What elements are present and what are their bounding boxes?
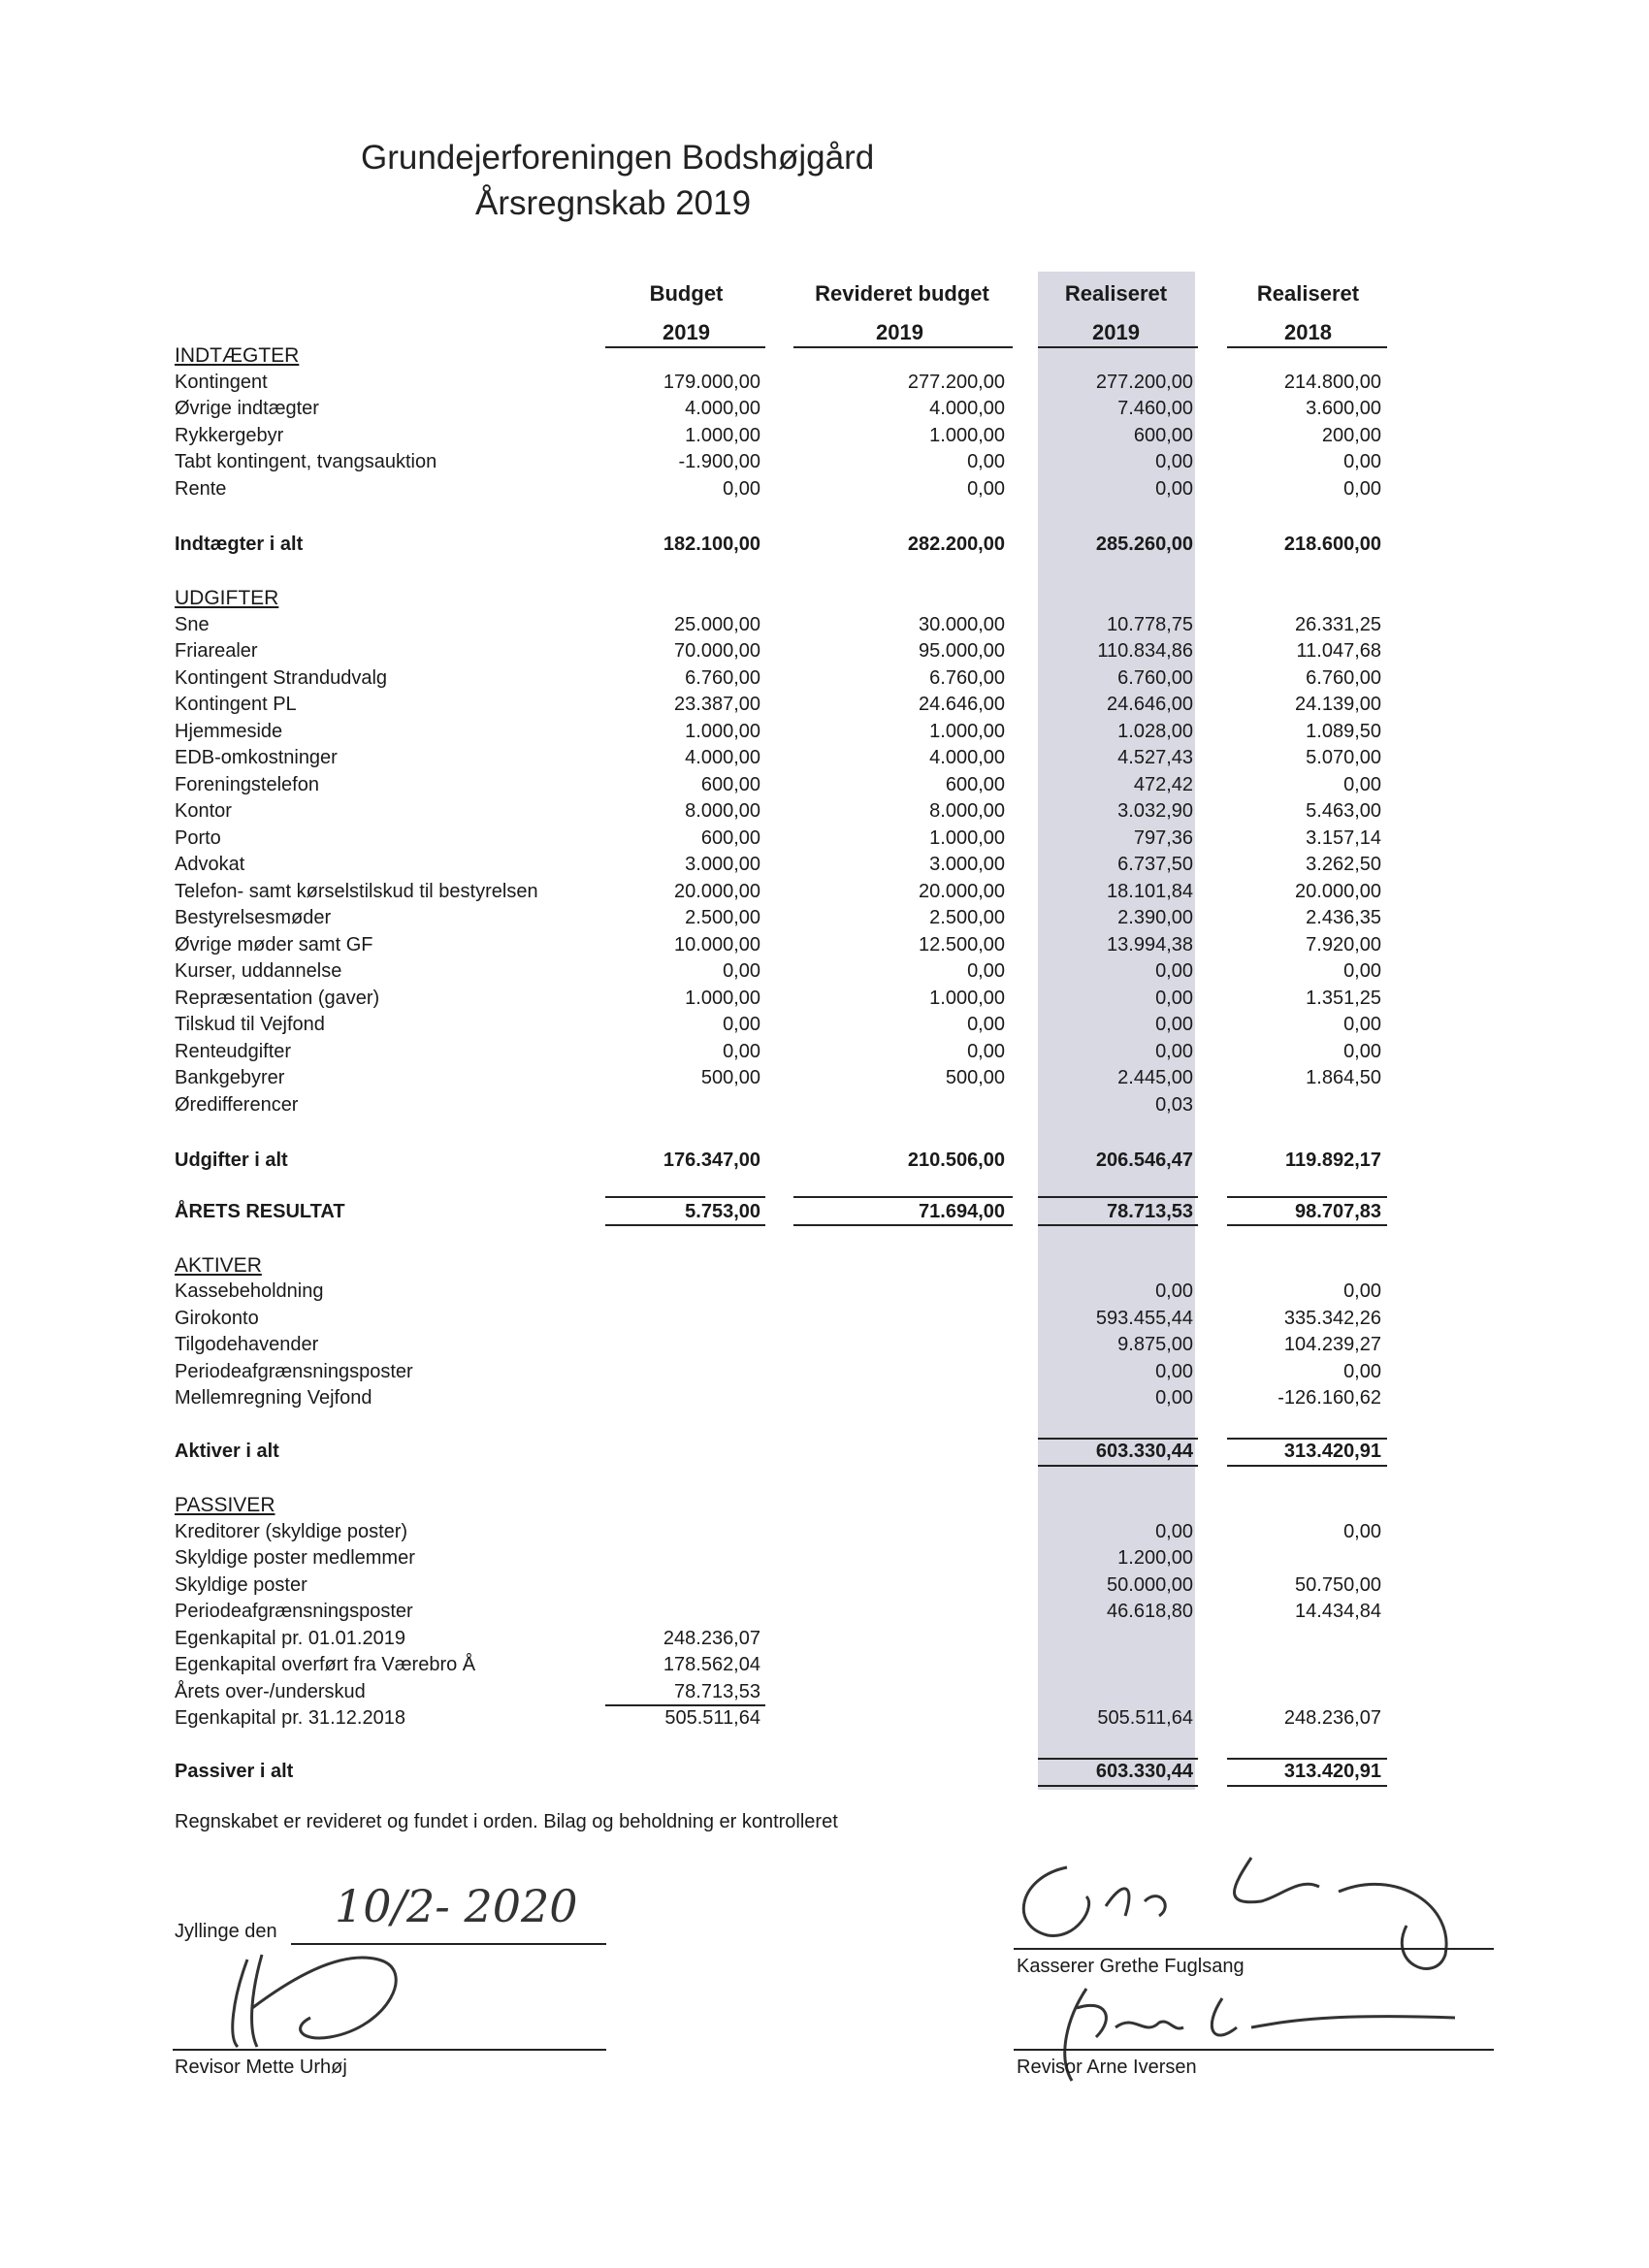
row-value: 2.445,00 bbox=[1117, 1067, 1193, 1088]
table-row bbox=[0, 1387, 1649, 1413]
row-value: 206.546,47 bbox=[1095, 1150, 1193, 1171]
table-row bbox=[0, 451, 1649, 477]
row-value: 277.200,00 bbox=[1095, 372, 1193, 393]
row-value: 1.028,00 bbox=[1117, 721, 1193, 742]
row-label: EDB-omkostninger bbox=[175, 747, 338, 768]
table-row bbox=[0, 1547, 1649, 1573]
row-value: 119.892,17 bbox=[1285, 1150, 1381, 1171]
row-value: 6.737,50 bbox=[1117, 854, 1193, 875]
row-value: 18.101,84 bbox=[1107, 881, 1193, 902]
row-value: 0,00 bbox=[1343, 1361, 1381, 1382]
row-label: Bankgebyrer bbox=[175, 1067, 285, 1088]
row-value: 218.600,00 bbox=[1283, 534, 1381, 555]
row-value: 1.000,00 bbox=[685, 988, 760, 1009]
row-label: Tilgodehavender bbox=[175, 1334, 319, 1355]
row-label: Rente bbox=[175, 478, 227, 500]
row-value: -1.900,00 bbox=[678, 451, 760, 472]
row-value: 0,00 bbox=[1155, 1387, 1193, 1409]
row-label: Friarealer bbox=[175, 640, 258, 662]
table-row bbox=[0, 800, 1649, 826]
row-label: Kurser, uddannelse bbox=[175, 960, 342, 982]
row-value: 1.000,00 bbox=[929, 425, 1005, 446]
row-value: 0,00 bbox=[1155, 988, 1193, 1009]
row-value: 1.000,00 bbox=[685, 721, 760, 742]
table-row bbox=[0, 988, 1649, 1014]
table-row bbox=[0, 1308, 1649, 1334]
table-row bbox=[0, 614, 1649, 640]
row-value: 176.347,00 bbox=[663, 1150, 760, 1171]
row-value: 0,00 bbox=[1155, 1361, 1193, 1382]
table-row bbox=[0, 694, 1649, 720]
section-heading bbox=[0, 1494, 1649, 1520]
row-value: 313.420,91 bbox=[1283, 1761, 1381, 1782]
section-heading bbox=[0, 587, 1649, 613]
row-value: 277.200,00 bbox=[907, 372, 1005, 393]
table-row bbox=[0, 1094, 1649, 1120]
revisor-left-signature bbox=[194, 1940, 446, 2057]
col-real2019-year: 2019 bbox=[1092, 320, 1140, 344]
row-value: 10.000,00 bbox=[674, 934, 760, 956]
row-value: 13.994,38 bbox=[1107, 934, 1193, 956]
row-value: 500,00 bbox=[700, 1067, 760, 1088]
row-value: 1.351,25 bbox=[1306, 988, 1381, 1009]
row-value: 1.000,00 bbox=[685, 425, 760, 446]
row-value: 214.800,00 bbox=[1283, 372, 1381, 393]
row-value: 24.139,00 bbox=[1295, 694, 1381, 715]
report-subtitle: Årsregnskab 2019 bbox=[475, 184, 752, 222]
table-row bbox=[0, 1361, 1649, 1387]
row-value: 0,00 bbox=[967, 1014, 1005, 1035]
table-row bbox=[0, 425, 1649, 451]
row-value: 4.000,00 bbox=[929, 398, 1005, 419]
total-row bbox=[0, 1761, 1649, 1787]
row-value: 0,00 bbox=[1343, 451, 1381, 472]
table-row bbox=[0, 907, 1649, 933]
row-value: 603.330,44 bbox=[1095, 1761, 1193, 1782]
row-label: Kontingent bbox=[175, 372, 268, 393]
total-rule bbox=[1227, 1785, 1387, 1787]
row-value: 797,36 bbox=[1133, 827, 1193, 849]
row-label: Mellemregning Vejfond bbox=[175, 1387, 372, 1409]
row-value: 0,00 bbox=[1155, 1521, 1193, 1542]
row-value: 4.527,43 bbox=[1117, 747, 1193, 768]
total-rule bbox=[605, 1196, 765, 1198]
revisor-right-line bbox=[1014, 2049, 1494, 2051]
row-value: 3.032,90 bbox=[1117, 800, 1193, 822]
section-heading bbox=[0, 1254, 1649, 1280]
table-row bbox=[0, 1067, 1649, 1093]
row-value: 7.460,00 bbox=[1117, 398, 1193, 419]
row-value: 20.000,00 bbox=[674, 881, 760, 902]
row-value: 4.000,00 bbox=[685, 398, 760, 419]
row-value: 1.864,50 bbox=[1306, 1067, 1381, 1088]
row-value: 104.239,27 bbox=[1283, 1334, 1381, 1355]
total-rule bbox=[1038, 1465, 1198, 1467]
row-value: 78.713,53 bbox=[1107, 1201, 1193, 1222]
total-rule bbox=[605, 1224, 765, 1226]
row-value: 0,00 bbox=[723, 1041, 760, 1062]
total-rule bbox=[1038, 1224, 1198, 1226]
row-label: Periodeafgrænsningsposter bbox=[175, 1601, 413, 1622]
row-label: AKTIVER bbox=[175, 1254, 262, 1277]
revisor-left-line bbox=[173, 2049, 606, 2051]
row-value: 0,00 bbox=[1343, 1521, 1381, 1542]
row-value: 1.000,00 bbox=[929, 827, 1005, 849]
row-value: 0,00 bbox=[967, 960, 1005, 982]
row-value: 4.000,00 bbox=[929, 747, 1005, 768]
row-value: 7.920,00 bbox=[1306, 934, 1381, 956]
row-value: 6.760,00 bbox=[929, 667, 1005, 689]
row-value: 98.707,83 bbox=[1295, 1201, 1381, 1222]
row-label: Egenkapital overført fra Værebro Å bbox=[175, 1654, 476, 1675]
row-value: 70.000,00 bbox=[674, 640, 760, 662]
row-label: Advokat bbox=[175, 854, 245, 875]
row-label: Foreningstelefon bbox=[175, 774, 319, 795]
row-value: 505.511,64 bbox=[1097, 1707, 1193, 1729]
row-value: 0,00 bbox=[1343, 960, 1381, 982]
row-value: 25.000,00 bbox=[674, 614, 760, 635]
col-budget-label: Budget bbox=[649, 281, 724, 306]
total-rule bbox=[1038, 1438, 1198, 1440]
row-label: Kassebeholdning bbox=[175, 1280, 324, 1302]
row-value: 0,00 bbox=[1155, 1280, 1193, 1302]
row-value: 3.262,50 bbox=[1306, 854, 1381, 875]
col-revised-label: Revideret budget bbox=[815, 281, 989, 306]
row-value: 603.330,44 bbox=[1095, 1441, 1193, 1462]
row-value: 23.387,00 bbox=[674, 694, 760, 715]
total-rule bbox=[1227, 1758, 1387, 1760]
total-rule bbox=[1227, 1224, 1387, 1226]
row-value: 0,00 bbox=[1155, 478, 1193, 500]
table-row bbox=[0, 881, 1649, 907]
row-label: Repræsentation (gaver) bbox=[175, 988, 380, 1009]
row-value: -126.160,62 bbox=[1277, 1387, 1381, 1409]
total-rule bbox=[1227, 1465, 1387, 1467]
row-value: 2.500,00 bbox=[685, 907, 760, 928]
row-value: 0,00 bbox=[967, 1041, 1005, 1062]
row-label: Egenkapital pr. 31.12.2018 bbox=[175, 1707, 405, 1729]
row-value: 182.100,00 bbox=[663, 534, 760, 555]
audit-note: Regnskabet er revideret og fundet i orden. Bilag og beholdning er kontrolleret bbox=[175, 1811, 838, 1832]
total-row bbox=[0, 1201, 1649, 1227]
row-value: 500,00 bbox=[945, 1067, 1005, 1088]
row-label: Kontor bbox=[175, 800, 232, 822]
total-rule bbox=[1038, 1758, 1198, 1760]
row-value: 5.070,00 bbox=[1306, 747, 1381, 768]
row-value: 8.000,00 bbox=[929, 800, 1005, 822]
table-row bbox=[0, 1521, 1649, 1547]
row-label: Skyldige poster bbox=[175, 1574, 307, 1596]
row-value: 0,00 bbox=[967, 478, 1005, 500]
table-row bbox=[0, 1707, 1649, 1733]
table-row bbox=[0, 667, 1649, 694]
row-label: ÅRETS RESULTAT bbox=[175, 1201, 345, 1222]
col-real2018-year: 2018 bbox=[1284, 320, 1332, 344]
row-label: Sne bbox=[175, 614, 210, 635]
row-label: Kreditorer (skyldige poster) bbox=[175, 1521, 408, 1542]
total-row bbox=[0, 1441, 1649, 1467]
row-label: UDGIFTER bbox=[175, 587, 279, 609]
row-value: 6.760,00 bbox=[685, 667, 760, 689]
row-value: 11.047,68 bbox=[1296, 640, 1381, 662]
row-label: INDTÆGTER bbox=[175, 344, 300, 367]
table-row bbox=[0, 960, 1649, 987]
row-value: 71.694,00 bbox=[919, 1201, 1005, 1222]
row-value: 210.506,00 bbox=[907, 1150, 1005, 1171]
row-value: 313.420,91 bbox=[1283, 1441, 1381, 1462]
row-label: Renteudgifter bbox=[175, 1041, 292, 1062]
table-row bbox=[0, 1280, 1649, 1307]
row-label: Tabt kontingent, tvangsauktion bbox=[175, 451, 437, 472]
row-value: 0,00 bbox=[1343, 478, 1381, 500]
row-label: Aktiver i alt bbox=[175, 1441, 279, 1462]
kasserer-name: Kasserer Grethe Fuglsang bbox=[1017, 1956, 1245, 1977]
total-rule bbox=[1227, 1196, 1387, 1198]
total-rule bbox=[1038, 1785, 1198, 1787]
row-value: 178.562,04 bbox=[663, 1654, 760, 1675]
table-row bbox=[0, 1601, 1649, 1627]
row-value: 0,00 bbox=[723, 478, 760, 500]
row-value: 20.000,00 bbox=[919, 881, 1005, 902]
table-row bbox=[0, 747, 1649, 773]
total-rule bbox=[605, 1704, 765, 1706]
kasserer-line bbox=[1014, 1948, 1494, 1950]
row-value: 1.000,00 bbox=[929, 721, 1005, 742]
table-row bbox=[0, 478, 1649, 504]
row-value: 20.000,00 bbox=[1295, 881, 1381, 902]
row-value: 4.000,00 bbox=[685, 747, 760, 768]
table-row bbox=[0, 640, 1649, 666]
row-label: Tilskud til Vejfond bbox=[175, 1014, 325, 1035]
row-value: 600,00 bbox=[1133, 425, 1193, 446]
section-heading bbox=[0, 344, 1649, 371]
row-value: 179.000,00 bbox=[663, 372, 760, 393]
org-title: Grundejerforeningen Bodshøjgård bbox=[361, 139, 875, 177]
row-label: Girokonto bbox=[175, 1308, 259, 1329]
row-value: 46.618,80 bbox=[1107, 1601, 1193, 1622]
row-value: 0,03 bbox=[1155, 1094, 1193, 1116]
row-value: 505.511,64 bbox=[664, 1707, 760, 1729]
row-label: Årets over-/underskud bbox=[175, 1681, 366, 1702]
row-label: Egenkapital pr. 01.01.2019 bbox=[175, 1628, 405, 1649]
total-rule bbox=[1227, 1438, 1387, 1440]
row-value: 50.000,00 bbox=[1107, 1574, 1193, 1596]
row-value: 110.834,86 bbox=[1097, 640, 1193, 662]
row-value: 5.463,00 bbox=[1306, 800, 1381, 822]
total-rule bbox=[1038, 1196, 1198, 1198]
row-value: 0,00 bbox=[1343, 1280, 1381, 1302]
row-value: 0,00 bbox=[1155, 1041, 1193, 1062]
row-value: 3.600,00 bbox=[1306, 398, 1381, 419]
row-value: 248.236,07 bbox=[663, 1628, 760, 1649]
row-value: 285.260,00 bbox=[1095, 534, 1193, 555]
row-label: Telefon- samt kørselstilskud til bestyrelsen bbox=[175, 881, 538, 902]
row-value: 248.236,07 bbox=[1283, 1707, 1381, 1729]
total-row bbox=[0, 1150, 1649, 1176]
row-value: 593.455,44 bbox=[1095, 1308, 1193, 1329]
row-value: 0,00 bbox=[723, 1014, 760, 1035]
row-label: PASSIVER bbox=[175, 1494, 275, 1516]
row-value: 12.500,00 bbox=[919, 934, 1005, 956]
total-row bbox=[0, 534, 1649, 560]
total-rule bbox=[793, 1224, 1013, 1226]
row-value: 9.875,00 bbox=[1117, 1334, 1193, 1355]
row-value: 335.342,26 bbox=[1283, 1308, 1381, 1329]
row-value: 282.200,00 bbox=[907, 534, 1005, 555]
col-budget-year: 2019 bbox=[663, 320, 710, 344]
place-date-label: Jyllinge den bbox=[175, 1921, 277, 1942]
col-real2019-label: Realiseret bbox=[1064, 281, 1168, 306]
row-value: 5.753,00 bbox=[685, 1201, 760, 1222]
handwritten-date: 10/2- 2020 bbox=[335, 1880, 578, 1932]
row-value: 2.500,00 bbox=[929, 907, 1005, 928]
total-rule bbox=[793, 1196, 1013, 1198]
row-value: 14.434,84 bbox=[1295, 1601, 1381, 1622]
row-value: 24.646,00 bbox=[919, 694, 1005, 715]
row-value: 0,00 bbox=[1343, 1041, 1381, 1062]
row-value: 10.778,75 bbox=[1107, 614, 1193, 635]
table-row bbox=[0, 934, 1649, 960]
row-value: 0,00 bbox=[967, 451, 1005, 472]
row-value: 2.436,35 bbox=[1306, 907, 1381, 928]
table-row bbox=[0, 721, 1649, 747]
row-value: 3.000,00 bbox=[685, 854, 760, 875]
row-value: 600,00 bbox=[700, 827, 760, 849]
row-value: 600,00 bbox=[700, 774, 760, 795]
row-value: 50.750,00 bbox=[1295, 1574, 1381, 1596]
row-value: 24.646,00 bbox=[1107, 694, 1193, 715]
col-revised-year: 2019 bbox=[876, 320, 923, 344]
revisor-left-name: Revisor Mette Urhøj bbox=[175, 2057, 347, 2078]
row-value: 1.200,00 bbox=[1117, 1547, 1193, 1569]
table-row bbox=[0, 1041, 1649, 1067]
row-label: Hjemmeside bbox=[175, 721, 283, 742]
table-row bbox=[0, 1681, 1649, 1707]
table-row bbox=[0, 1334, 1649, 1360]
row-label: Passiver i alt bbox=[175, 1761, 294, 1782]
row-value: 1.089,50 bbox=[1306, 721, 1381, 742]
row-label: Bestyrelsesmøder bbox=[175, 907, 332, 928]
row-value: 6.760,00 bbox=[1117, 667, 1193, 689]
row-value: 0,00 bbox=[1343, 1014, 1381, 1035]
table-row bbox=[0, 1014, 1649, 1040]
row-value: 6.760,00 bbox=[1306, 667, 1381, 689]
row-label: Periodeafgrænsningsposter bbox=[175, 1361, 413, 1382]
row-value: 3.157,14 bbox=[1306, 827, 1381, 849]
row-label: Porto bbox=[175, 827, 221, 849]
row-value: 0,00 bbox=[1155, 1014, 1193, 1035]
row-label: Skyldige poster medlemmer bbox=[175, 1547, 415, 1569]
row-label: Indtægter i alt bbox=[175, 534, 304, 555]
row-value: 8.000,00 bbox=[685, 800, 760, 822]
revisor-right-name: Revisor Arne Iversen bbox=[1017, 2057, 1197, 2078]
row-value: 200,00 bbox=[1321, 425, 1381, 446]
row-label: Øredifferencer bbox=[175, 1094, 299, 1116]
row-value: 1.000,00 bbox=[929, 988, 1005, 1009]
table-row bbox=[0, 398, 1649, 424]
row-value: 78.713,53 bbox=[674, 1681, 760, 1702]
row-value: 0,00 bbox=[1343, 774, 1381, 795]
row-label: Øvrige møder samt GF bbox=[175, 934, 373, 956]
table-row bbox=[0, 827, 1649, 854]
row-value: 0,00 bbox=[1155, 960, 1193, 982]
row-label: Kontingent PL bbox=[175, 694, 297, 715]
table-row bbox=[0, 1654, 1649, 1680]
row-value: 0,00 bbox=[723, 960, 760, 982]
row-value: 2.390,00 bbox=[1117, 907, 1193, 928]
row-value: 600,00 bbox=[945, 774, 1005, 795]
row-value: 26.331,25 bbox=[1295, 614, 1381, 635]
row-value: 30.000,00 bbox=[919, 614, 1005, 635]
row-label: Kontingent Strandudvalg bbox=[175, 667, 388, 689]
table-row bbox=[0, 1628, 1649, 1654]
row-value: 472,42 bbox=[1133, 774, 1193, 795]
row-label: Udgifter i alt bbox=[175, 1150, 288, 1171]
col-real2018-label: Realiseret bbox=[1256, 281, 1360, 306]
table-row bbox=[0, 854, 1649, 880]
row-value: 3.000,00 bbox=[929, 854, 1005, 875]
row-label: Øvrige indtægter bbox=[175, 398, 319, 419]
table-row bbox=[0, 372, 1649, 398]
row-value: 95.000,00 bbox=[919, 640, 1005, 662]
row-value: 0,00 bbox=[1155, 451, 1193, 472]
table-row bbox=[0, 1574, 1649, 1601]
row-label: Rykkergebyr bbox=[175, 425, 284, 446]
table-row bbox=[0, 774, 1649, 800]
